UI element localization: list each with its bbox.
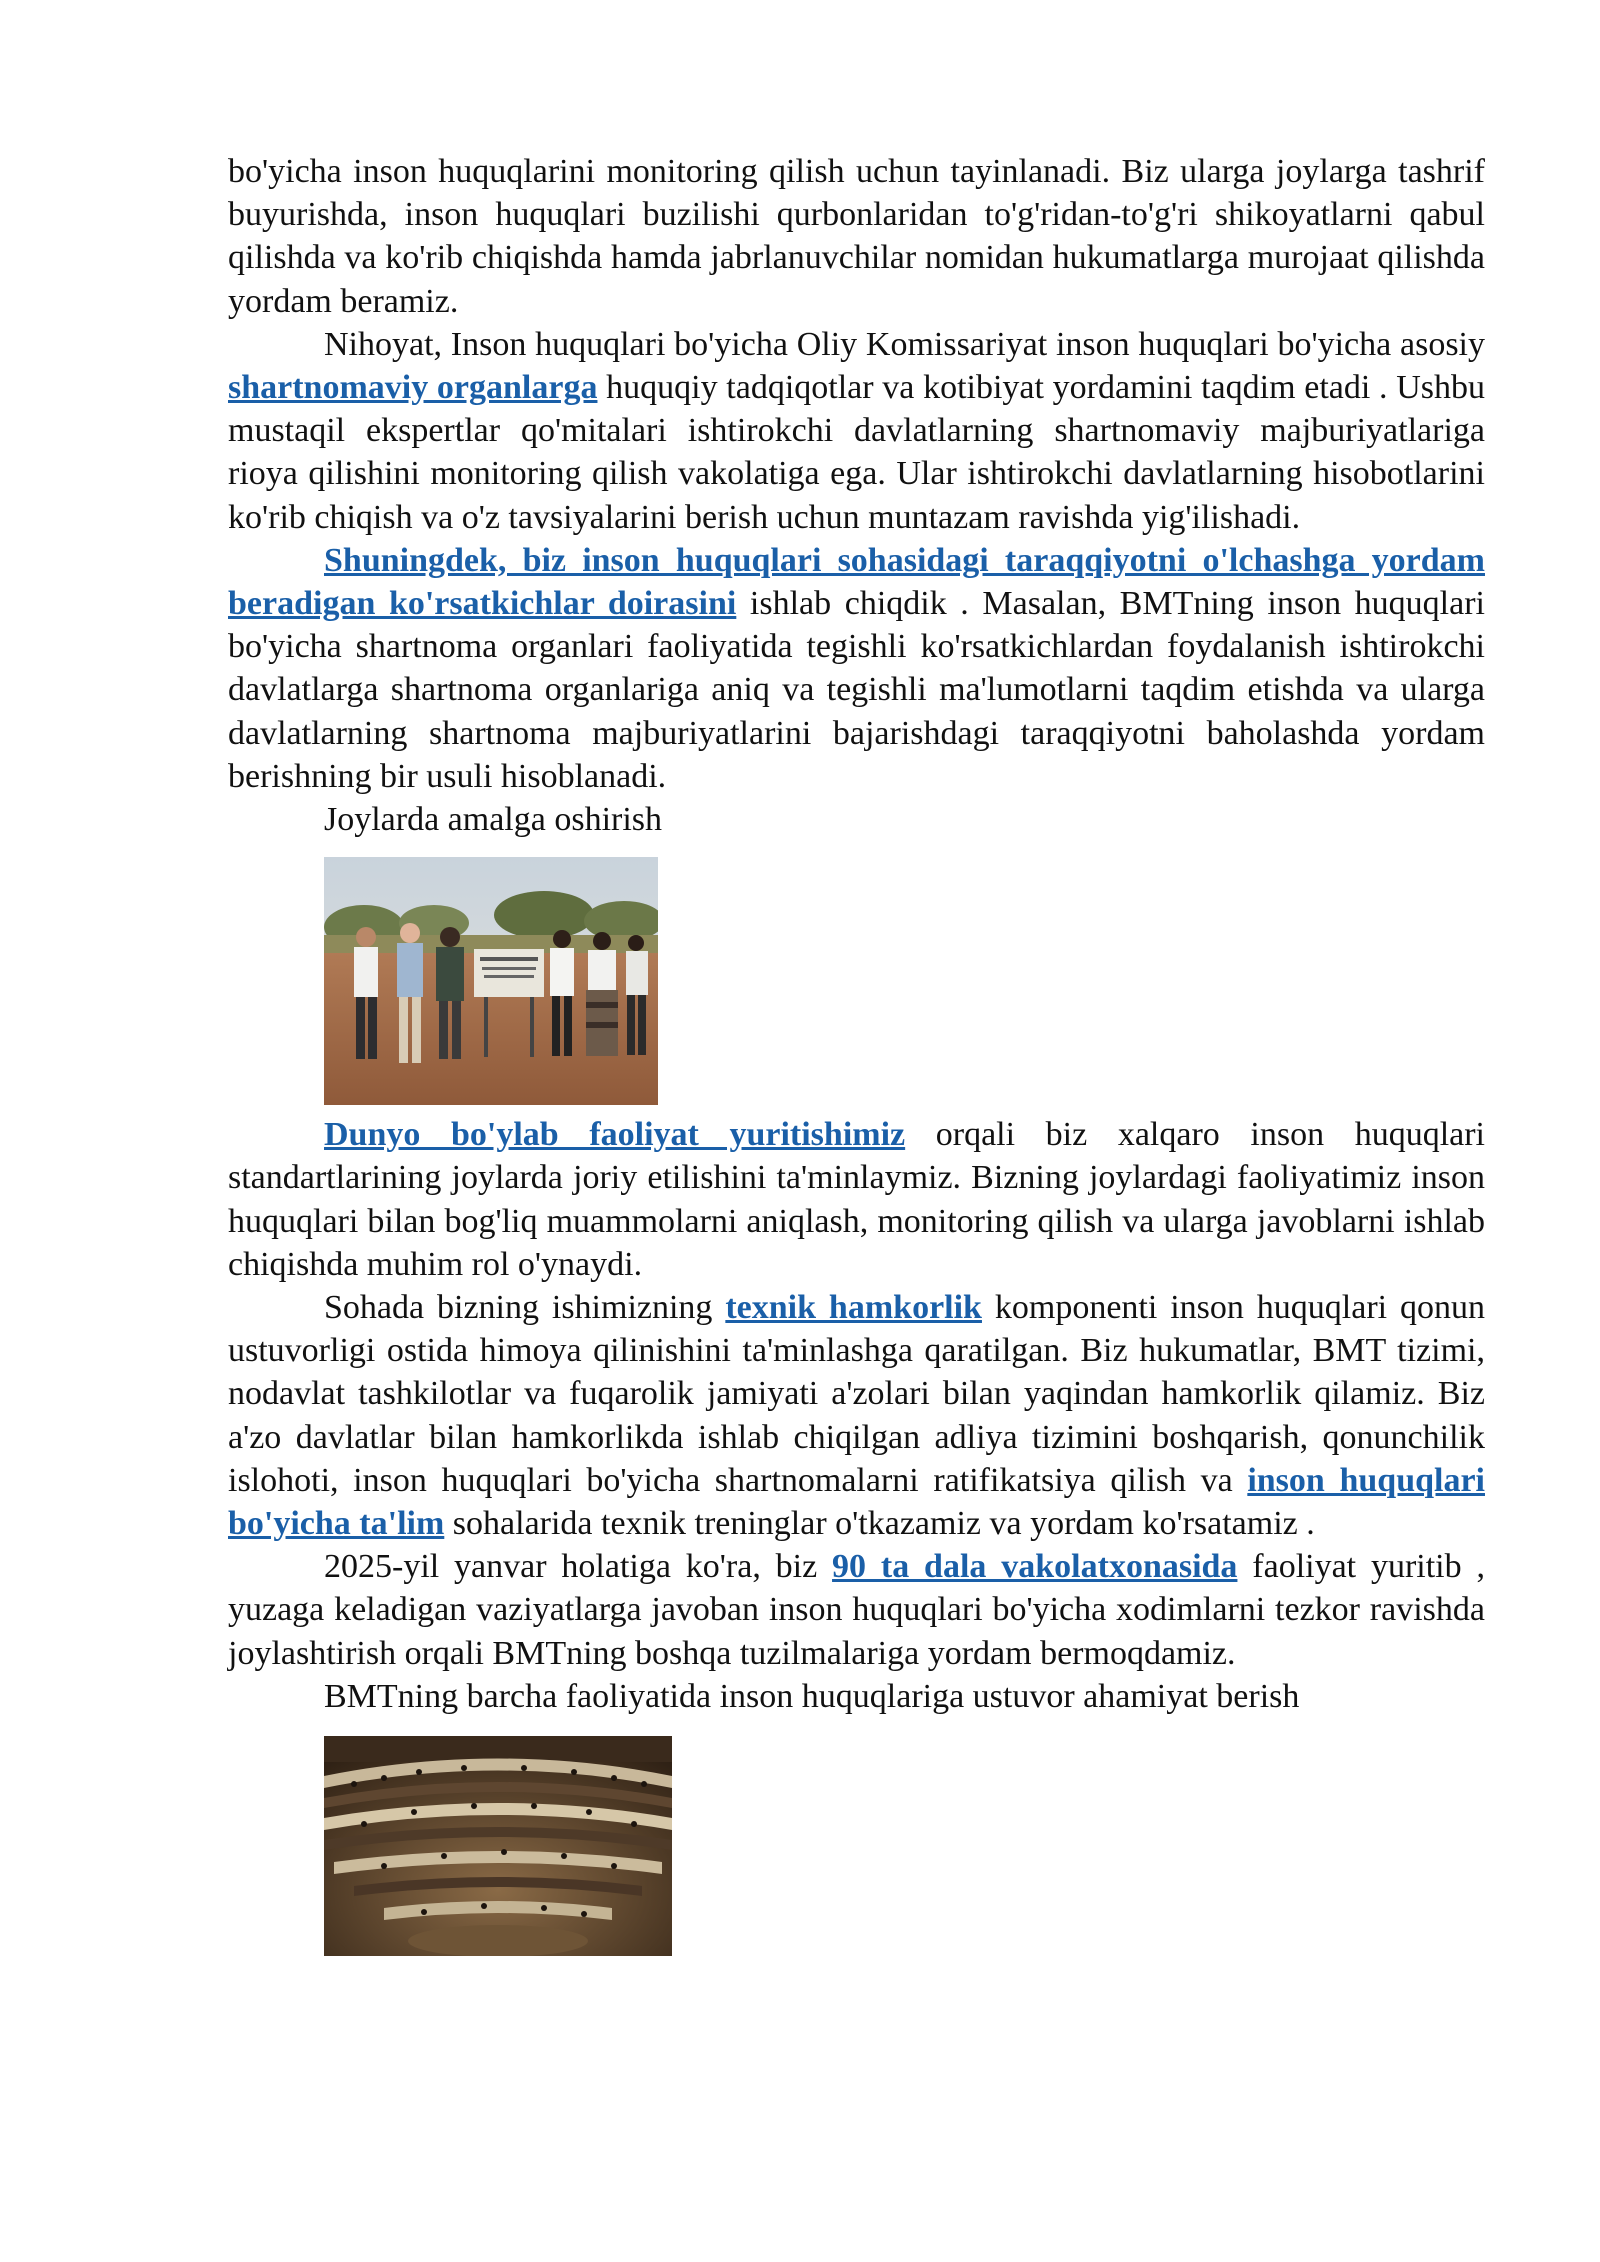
link-technical-cooperation[interactable]: texnik hamkorlik	[725, 1289, 982, 1327]
field-team-photo	[324, 857, 658, 1105]
paragraph-text: huquqiy tadqiqotlar va kotibiyat yordamini taqdim etadi . Ushbu mustaqil ekspertlar qo'mitalari ishtirokchi davlatlarning shartnomaviy majburiyatlariga rioya qilishini monitoring qilish vakolatiga ega. Ular ishtirokchi davlatlarning hisobotlarini ko'rib chiqish va o'z tavsiyalarini berish uchun muntazam ravishda yig'ilishadi.	[228, 369, 1485, 536]
field-team-photo-image	[324, 857, 658, 1105]
link-worldwide-operations[interactable]: Dunyo bo'ylab faoliyat yuritishimiz	[324, 1116, 906, 1154]
section-heading-mainstreaming: BMTning barcha faoliyatida inson huquqlariga ustuvor ahamiyat berish	[324, 1677, 1300, 1715]
paragraph-indicators	[228, 539, 1485, 798]
paragraph-text: orqali biz xalqaro inson huquqlari standartlarining joylarda joriy etilishini ta'minlaymiz. Bizning joylardagi faoliyatimiz inson huquqlari bilan bog'liq muammolarni aniqlash, monitoring qilish va ularga javoblarni ishlab chiqishda muhim rol o'ynaydi.	[228, 1116, 1486, 1283]
link-indicators-framework[interactable]: Shuningdek, biz inson huquqlari sohasidagi taraqqiyotni o'lchashga yordam beradigan ko'rsatkichlar doirasini	[228, 541, 1485, 623]
section-heading-field-implementation: Joylarda amalga oshirish	[324, 801, 663, 839]
assembly-hall-photo-image	[324, 1736, 672, 1956]
document-body	[228, 150, 1485, 1956]
paragraph-text: sohalarida texnik treninglar o'tkazamiz va yordam ko'rsatamiz .	[444, 1505, 1315, 1543]
paragraph-text: bo'yicha inson huquqlarini monitoring qilish uchun tayinlanadi. Biz ularga joylarga tashrif buyurishda, inson huquqlari buzilishi qurbonlaridan to'g'ridan-to'g'ri shikoyatlarni qabul qilishda va ko'rib chiqishda hamda jabrlanuvchilar nomidan hukumatlarga murojaat qilishda yordam beramiz.	[228, 153, 1485, 320]
paragraph-text: faoliyat yuritib , yuzaga keladigan vaziyatlarga javoban inson huquqlari bo'yicha xodimlarni tezkor ravishda joylashtirish orqali BMTning boshqa tuzilmalariga yordam bermoqdamiz.	[228, 1548, 1485, 1672]
paragraph-text: Sohada bizning ishimizning	[324, 1289, 726, 1327]
paragraph-text: komponenti inson huquqlari qonun ustuvorligi ostida himoya qilinishini ta'minlashga qaratilgan. Biz hukumatlar, BMT tizimi, nodavlat tashkilotlar va fuqarolik jamiyati a'zolari bilan yaqindan hamkorlik qilamiz. Biz a'zo davlatlar bilan hamkorlikda ishlab chiqilgan adliya tizimini boshqarish, qonunchilik islohoti, inson huquqlari bo'yicha shartnomalarni ratifikatsiya qilish va	[228, 1289, 1485, 1499]
paragraph-treaty-bodies	[228, 323, 1485, 539]
paragraph-field-presences	[228, 1545, 1485, 1675]
link-field-presences[interactable]: 90 ta dala vakolatxonasida	[832, 1548, 1238, 1586]
link-treaty-bodies[interactable]: shartnomaviy organlarga	[228, 369, 598, 407]
paragraph-text: ishlab chiqdik . Masalan, BMTning inson huquqlari bo'yicha shartnoma organlari faoliyatida tegishli ko'rsatkichlardan foydalanish ishtirokchi davlatlarga shartnoma organlariga aniq va tegishli ma'lumotlarni taqdim etishda va ularga davlatlarning shartnoma majburiyatlarini bajarishdagi taraqqiyotni baholashda yordam berishning bir usuli hisoblanadi.	[228, 585, 1485, 795]
paragraph-text: 2025-yil yanvar holatiga ko'ra, biz	[324, 1548, 833, 1586]
paragraph-text: Nihoyat, Inson huquqlari bo'yicha Oliy Komissariyat inson huquqlari bo'yicha asosiy	[324, 325, 1485, 363]
paragraph-technical-cooperation	[228, 1286, 1485, 1545]
assembly-hall-photo	[324, 1736, 672, 1956]
paragraph-worldwide-operations	[228, 1113, 1485, 1286]
link-human-rights-education[interactable]: inson huquqlari bo'yicha ta'lim	[228, 1461, 1485, 1543]
paragraph-monitoring	[228, 150, 1485, 323]
